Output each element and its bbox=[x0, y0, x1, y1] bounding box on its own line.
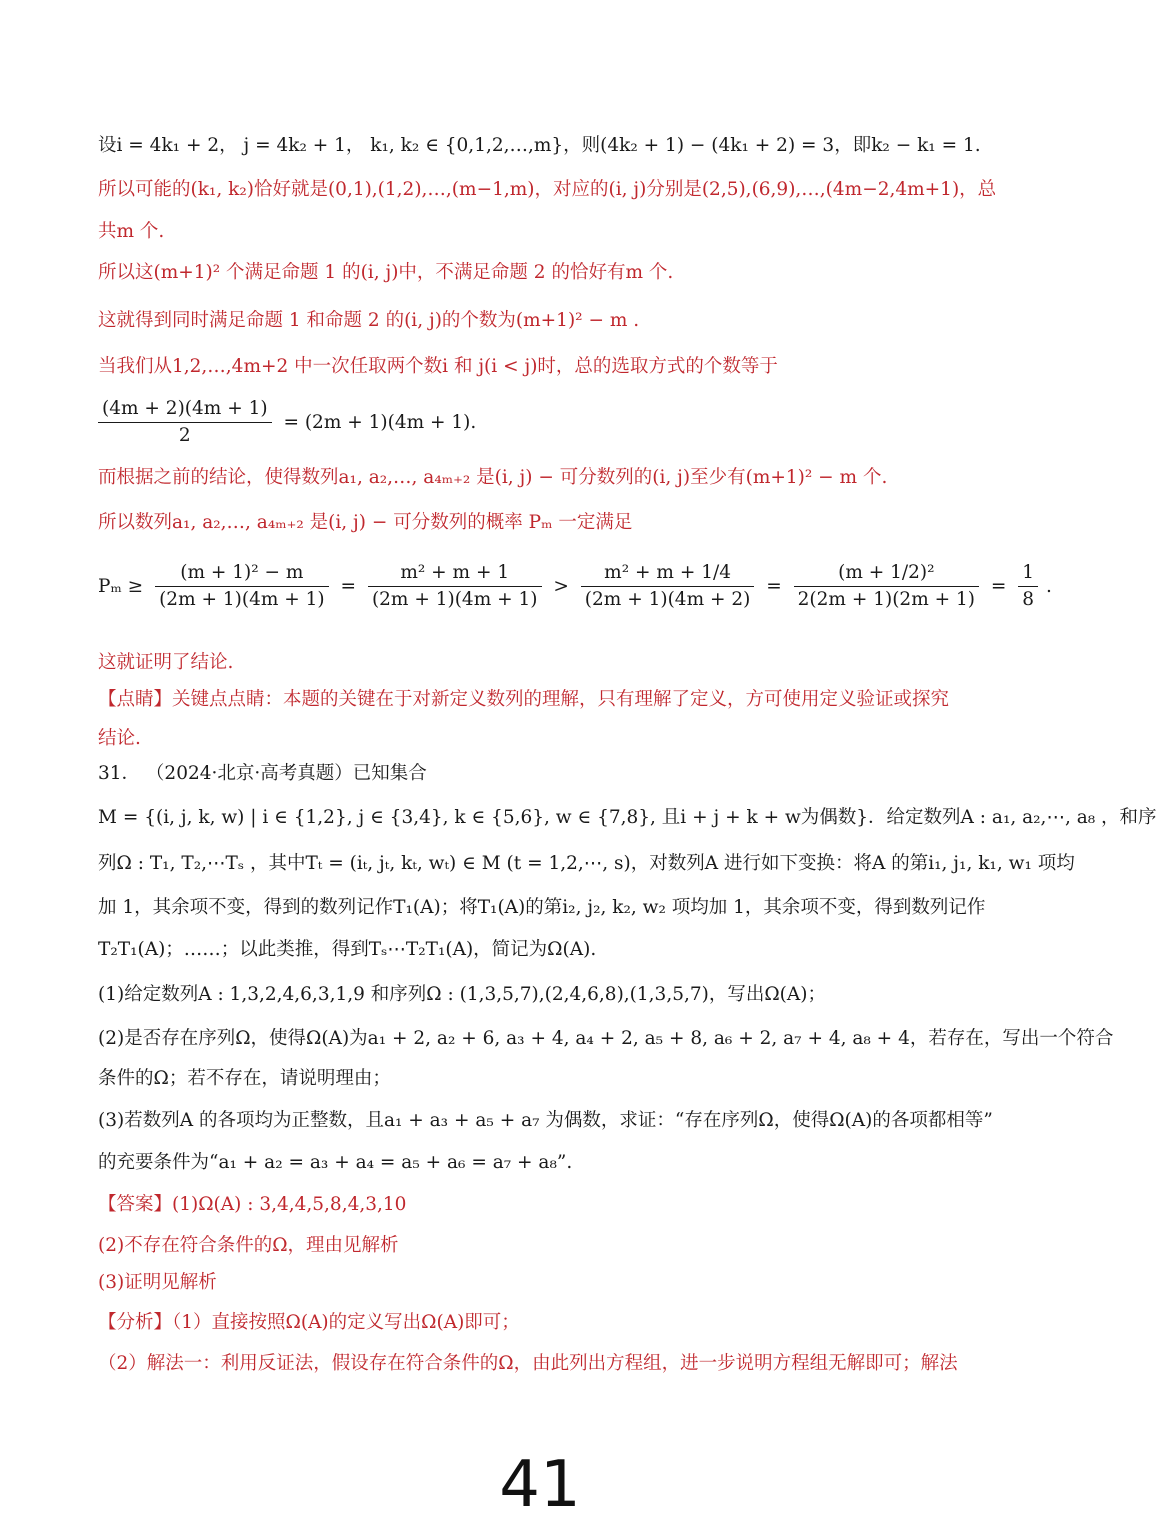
page-number: 41 bbox=[499, 1448, 581, 1522]
fraction-3-numerator: m² + m + 1/4 bbox=[581, 560, 755, 587]
operator-2: > bbox=[553, 576, 569, 597]
fraction-3 bbox=[581, 560, 755, 613]
text-line-9: 这就证明了结论. bbox=[98, 652, 234, 673]
formula-combinations bbox=[98, 396, 988, 449]
text-line-6: 当我们从1,2,…,4m+2 中一次任取两个数i 和 j(i < j)时，总的选取方式的个数等于 bbox=[98, 356, 778, 377]
fraction-5-numerator: 1 bbox=[1018, 560, 1038, 587]
fraction-2-denominator: (2m + 1)(4m + 1) bbox=[371, 589, 538, 610]
formula-lhs: Pₘ ≥ bbox=[98, 576, 144, 597]
fraction-denominator: 2 bbox=[178, 425, 191, 446]
operator-4: = bbox=[990, 576, 1007, 597]
text-line-21: 的充要条件为“a₁ + a₂ = a₃ + a₄ = a₅ + a₆ = a₇ + a₈”. bbox=[98, 1152, 573, 1173]
text-line-23: (2)不存在符合条件的Ω，理由见解析 bbox=[98, 1235, 399, 1256]
text-line-10: 【点睛】关键点点睛：本题的关键在于对新定义数列的理解，只有理解了定义，方可使用定义验证或探究 bbox=[98, 689, 950, 710]
fraction-5 bbox=[1018, 560, 1038, 613]
text-line-8: 所以数列a₁, a₂,…, a₄ₘ₊₂ 是(i, j) − 可分数列的概率 Pₘ 一定满足 bbox=[98, 512, 633, 533]
text-line-2: 所以可能的(k₁, k₂)恰好就是(0,1),(1,2),…,(m−1,m)，对应的(i, j)分别是(2,5),(6,9),…,(4m−2,4m+1)，总 bbox=[98, 179, 997, 200]
operator-3: = bbox=[766, 576, 782, 597]
fraction-1-denominator: (2m + 1)(4m + 1) bbox=[159, 589, 325, 610]
fraction-combinations bbox=[98, 396, 272, 449]
fraction-4-denominator: 2(2m + 1)(2m + 1) bbox=[797, 589, 975, 610]
fraction-1-numerator: (m + 1)² − m bbox=[155, 560, 329, 587]
text-line-1: 设i = 4k₁ + 2， j = 4k₂ + 1， k₁, k₂ ∈ {0,1,2,…,m}，则(4k₂ + 1) − (4k₁ + 2) = 3，即k₂ − k₁ = 1. bbox=[98, 135, 981, 156]
text-line-19: 条件的Ω；若不存在，请说明理由； bbox=[98, 1068, 391, 1089]
fraction-2-numerator: m² + m + 1 bbox=[368, 560, 542, 587]
text-line-12: 31． （2024·北京·高考真题）已知集合 bbox=[98, 763, 427, 784]
fraction-5-denominator: 8 bbox=[1022, 589, 1035, 610]
text-line-26: （2）解法一：利用反证法，假设存在符合条件的Ω，由此列出方程组，进一步说明方程组无解即可；解法 bbox=[98, 1353, 958, 1374]
fraction-2 bbox=[368, 560, 542, 613]
formula-probability bbox=[98, 560, 1052, 613]
text-line-17: (1)给定数列A : 1,3,2,4,6,3,1,9 和序列Ω : (1,3,5,7),(2,4,6,8),(1,3,5,7)，写出Ω(A)； bbox=[98, 984, 826, 1005]
formula-end: . bbox=[1045, 576, 1052, 597]
fraction-numerator: (4m + 2)(4m + 1) bbox=[98, 396, 272, 423]
text-line-5: 这就得到同时满足命题 1 和命题 2 的(i, j)的个数为(m+1)² − m . bbox=[98, 310, 640, 331]
text-line-25: 【分析】（1）直接按照Ω(A)的定义写出Ω(A)即可； bbox=[98, 1312, 520, 1333]
fraction-4 bbox=[794, 560, 979, 613]
text-line-20: (3)若数列A 的各项均为正整数，且a₁ + a₃ + a₅ + a₇ 为偶数，求证：“存在序列Ω，使得Ω(A)的各项都相等” bbox=[98, 1110, 993, 1131]
text-line-13: M = {(i, j, k, w) | i ∈ {1,2}, j ∈ {3,4}, k ∈ {5,6}, w ∈ {7,8}, 且i + j + k + w为偶数}．给定数列A : a₁, a₂,⋯, a₈ ，和序 bbox=[98, 807, 1157, 828]
formula-rhs: = (2m + 1)(4m + 1). bbox=[283, 412, 477, 433]
text-line-7: 而根据之前的结论，使得数列a₁, a₂,…, a₄ₘ₊₂ 是(i, j) − 可分数列的(i, j)至少有(m+1)² − m 个. bbox=[98, 467, 888, 488]
text-line-3: 共m 个. bbox=[98, 221, 165, 242]
operator-1: = bbox=[340, 576, 357, 597]
text-line-4: 所以这(m+1)² 个满足命题 1 的(i, j)中，不满足命题 2 的恰好有m 个. bbox=[98, 262, 674, 283]
text-line-14: 列Ω : T₁, T₂,⋯Tₛ ，其中Tₜ = (iₜ, jₜ, kₜ, wₜ) ∈ M (t = 1,2,⋯, s)，对数列A 进行如下变换：将A 的第i₁, j₁, k₁, w₁ 项均 bbox=[98, 853, 1075, 874]
text-line-18: (2)是否存在序列Ω，使得Ω(A)为a₁ + 2, a₂ + 6, a₃ + 4, a₄ + 2, a₅ + 8, a₆ + 2, a₇ + 4, a₈ + 4，若存在，写出一个符合 bbox=[98, 1028, 1114, 1049]
text-line-16: T₂T₁(A)；……；以此类推，得到Tₛ⋯T₂T₁(A)，简记为Ω(A). bbox=[98, 939, 597, 960]
text-line-22: 【答案】(1)Ω(A) : 3,4,4,5,8,4,3,10 bbox=[98, 1194, 407, 1215]
fraction-4-numerator: (m + 1/2)² bbox=[794, 560, 979, 587]
text-line-11: 结论. bbox=[98, 728, 141, 749]
fraction-1 bbox=[155, 560, 329, 613]
fraction-3-denominator: (2m + 1)(4m + 2) bbox=[584, 589, 751, 610]
text-line-15: 加 1，其余项不变，得到的数列记作T₁(A)；将T₁(A)的第i₂, j₂, k₂, w₂ 项均加 1，其余项不变，得到数列记作 bbox=[98, 897, 986, 918]
text-line-24: (3)证明见解析 bbox=[98, 1272, 217, 1293]
